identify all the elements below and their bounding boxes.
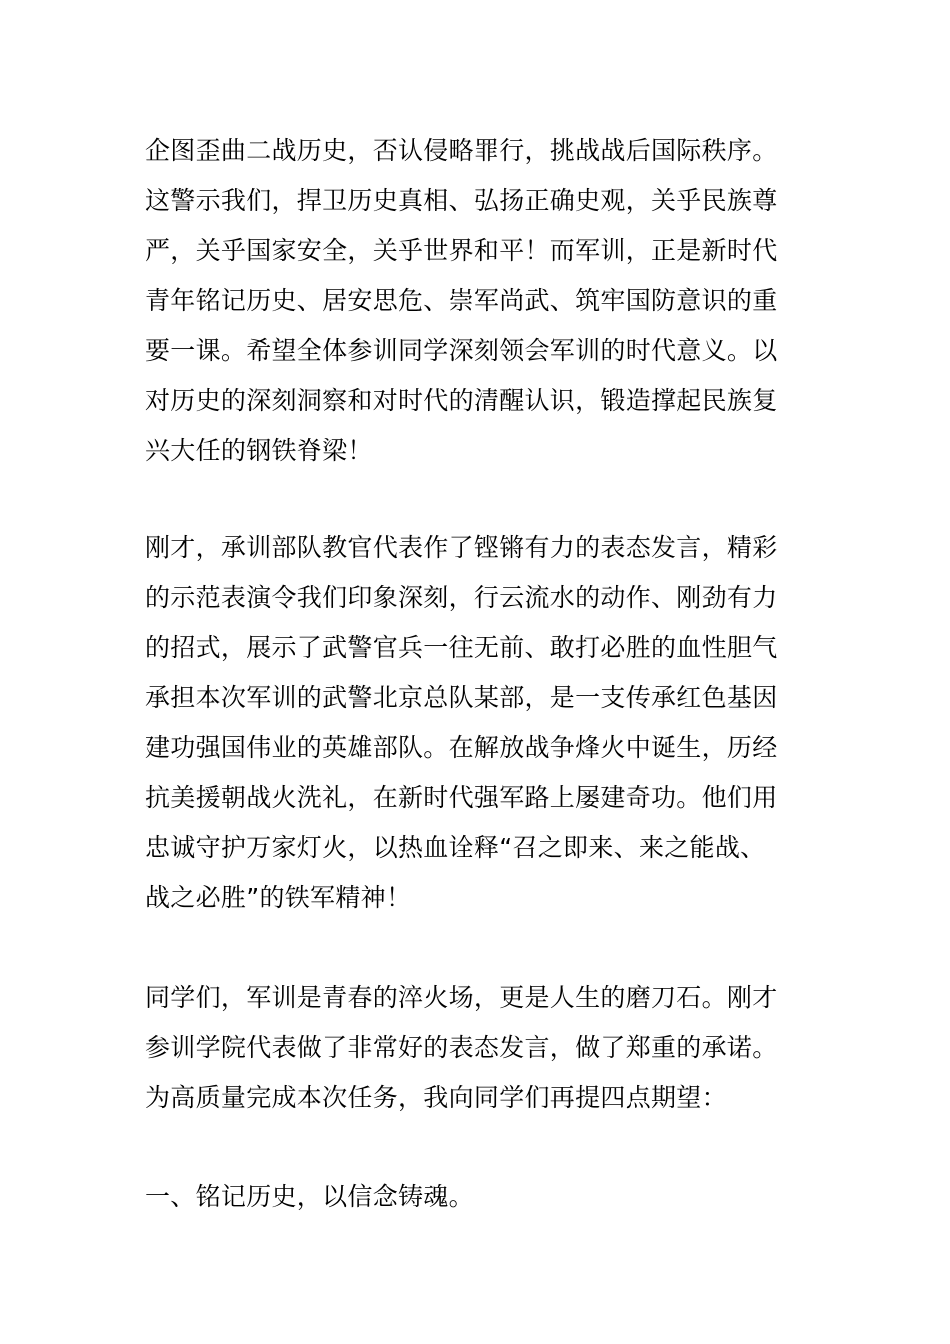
text-line: 这警示我们，捍卫历史真相、弘扬正确史观，关乎民族尊 xyxy=(145,186,778,215)
paragraph-troops xyxy=(145,523,815,923)
text-line: 同学们，军训是青春的淬火场，更是人生的磨刀石。刚才 xyxy=(145,983,778,1012)
text-line: 参训学院代表做了非常好的表态发言，做了郑重的承诺。 xyxy=(145,1033,778,1062)
text-line: 兴大任的钢铁脊梁！ xyxy=(145,436,373,465)
heading-text: 一、铭记历史，以信念铸魂。 xyxy=(145,1182,474,1211)
text-line: 企图歪曲二战历史，否认侵略罪行，挑战战后国际秩序。 xyxy=(145,136,778,165)
text-line: 对历史的深刻洞察和对时代的清醒认识，锻造撑起民族复 xyxy=(145,386,778,415)
paragraph-expectations xyxy=(145,973,815,1123)
text-line: 严，关乎国家安全，关乎世界和平！而军训，正是新时代 xyxy=(145,236,778,265)
text-line: 为高质量完成本次任务，我向同学们再提四点期望： xyxy=(145,1083,727,1112)
text-line: 承担本次军训的武警北京总队某部，是一支传承红色基因 xyxy=(145,683,778,712)
text-line: 要一课。希望全体参训同学深刻领会军训的时代意义。以 xyxy=(145,336,778,365)
text-line: 刚才，承训部队教官代表作了铿锵有力的表态发言，精彩 xyxy=(145,533,778,562)
paragraph-history xyxy=(145,126,815,476)
text-line: 建功强国伟业的英雄部队。在解放战争烽火中诞生，历经 xyxy=(145,733,778,762)
text-line: 战之必胜”的铁军精神！ xyxy=(145,883,412,912)
text-line: 的示范表演令我们印象深刻，行云流水的动作、刚劲有力 xyxy=(145,583,778,612)
text-line: 青年铭记历史、居安思危、崇军尚武、筑牢国防意识的重 xyxy=(145,286,778,315)
text-line: 忠诚守护万家灯火，以热血诠释“召之即来、来之能战、 xyxy=(145,833,766,862)
section-heading xyxy=(145,1172,815,1222)
text-line: 的招式，展示了武警官兵一往无前、敢打必胜的血性胆气 xyxy=(145,633,778,662)
text-line: 抗美援朝战火洗礼，在新时代强军路上屡建奇功。他们用 xyxy=(145,783,778,812)
